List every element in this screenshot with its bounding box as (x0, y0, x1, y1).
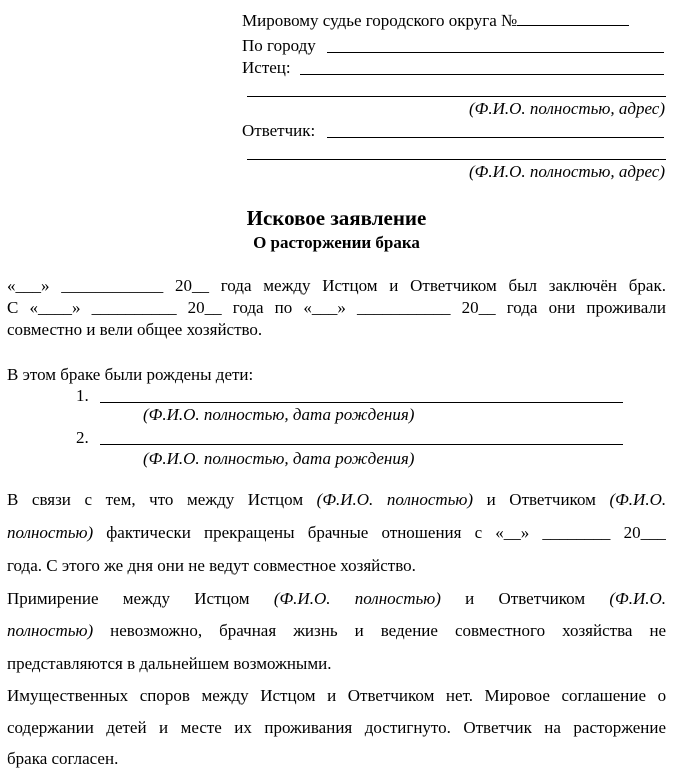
child-1-hint: (Ф.И.О. полностью, дата рождения) (143, 405, 415, 424)
marriage-line-1: «___» ____________ 20__ года между Истцом и Ответчиком был заключён брак. (7, 276, 666, 295)
children-intro: В этом браке были рождены дети: (7, 365, 254, 384)
marriage-line-3: совместно и вели общее хозяйство. (7, 320, 263, 339)
plaintiff-blank-1 (300, 74, 664, 75)
reconcile-line-1: Примирение между Истцом (Ф.И.О. полностью) и Ответчиком (Ф.И.О. (7, 589, 666, 608)
defendant-blank-1 (327, 137, 664, 138)
relations-line-2: полностью) фактически прекращены брачные отношения с «__» ________ 20___ (7, 523, 666, 542)
document-title: Исковое заявление (246, 206, 427, 230)
judge-label: Мировому судье городского округа № (242, 11, 518, 30)
city-label: По городу (242, 36, 316, 55)
reconcile-line-2: полностью) невозможно, брачная жизнь и ведение совместного хозяйства не (7, 621, 666, 640)
reconcile-line-3: представляются в дальнейшем возможными. (7, 654, 332, 673)
judge-line (242, 11, 629, 31)
city-line (242, 36, 316, 56)
relations-line-1: В связи с тем, что между Истцом (Ф.И.О. полностью) и Ответчиком (Ф.И.О. (7, 490, 666, 509)
child-2-hint: (Ф.И.О. полностью, дата рождения) (143, 449, 415, 468)
child-1-number: 1. (76, 386, 89, 405)
defendant-blank-2 (247, 159, 666, 160)
child-1-blank (100, 402, 623, 403)
court-number-blank (517, 11, 629, 26)
plaintiff-hint: (Ф.И.О. полностью, адрес) (469, 99, 665, 118)
plaintiff-blank-2 (247, 96, 666, 97)
property-line-1: Имущественных споров между Истцом и Ответчиком нет. Мировое соглашение о (7, 686, 666, 705)
plaintiff-line (242, 58, 291, 78)
marriage-line-2: С «____» __________ 20__ года по «___» ___________ 20__ года они проживали (7, 298, 666, 317)
property-line-3: брака согласен. (7, 749, 119, 768)
document-subtitle: О расторжении брака (253, 233, 420, 252)
plaintiff-label: Истец: (242, 58, 291, 77)
child-2-number: 2. (76, 428, 89, 447)
property-line-2: содержании детей и месте их проживания достигнуто. Ответчик на расторжение (7, 718, 666, 737)
relations-line-3: года. С этого же дня они не ведут совместное хозяйство. (7, 556, 416, 575)
city-blank (327, 52, 664, 53)
defendant-hint: (Ф.И.О. полностью, адрес) (469, 162, 665, 181)
defendant-line (242, 121, 315, 141)
defendant-label: Ответчик: (242, 121, 316, 140)
child-2-blank (100, 444, 623, 445)
